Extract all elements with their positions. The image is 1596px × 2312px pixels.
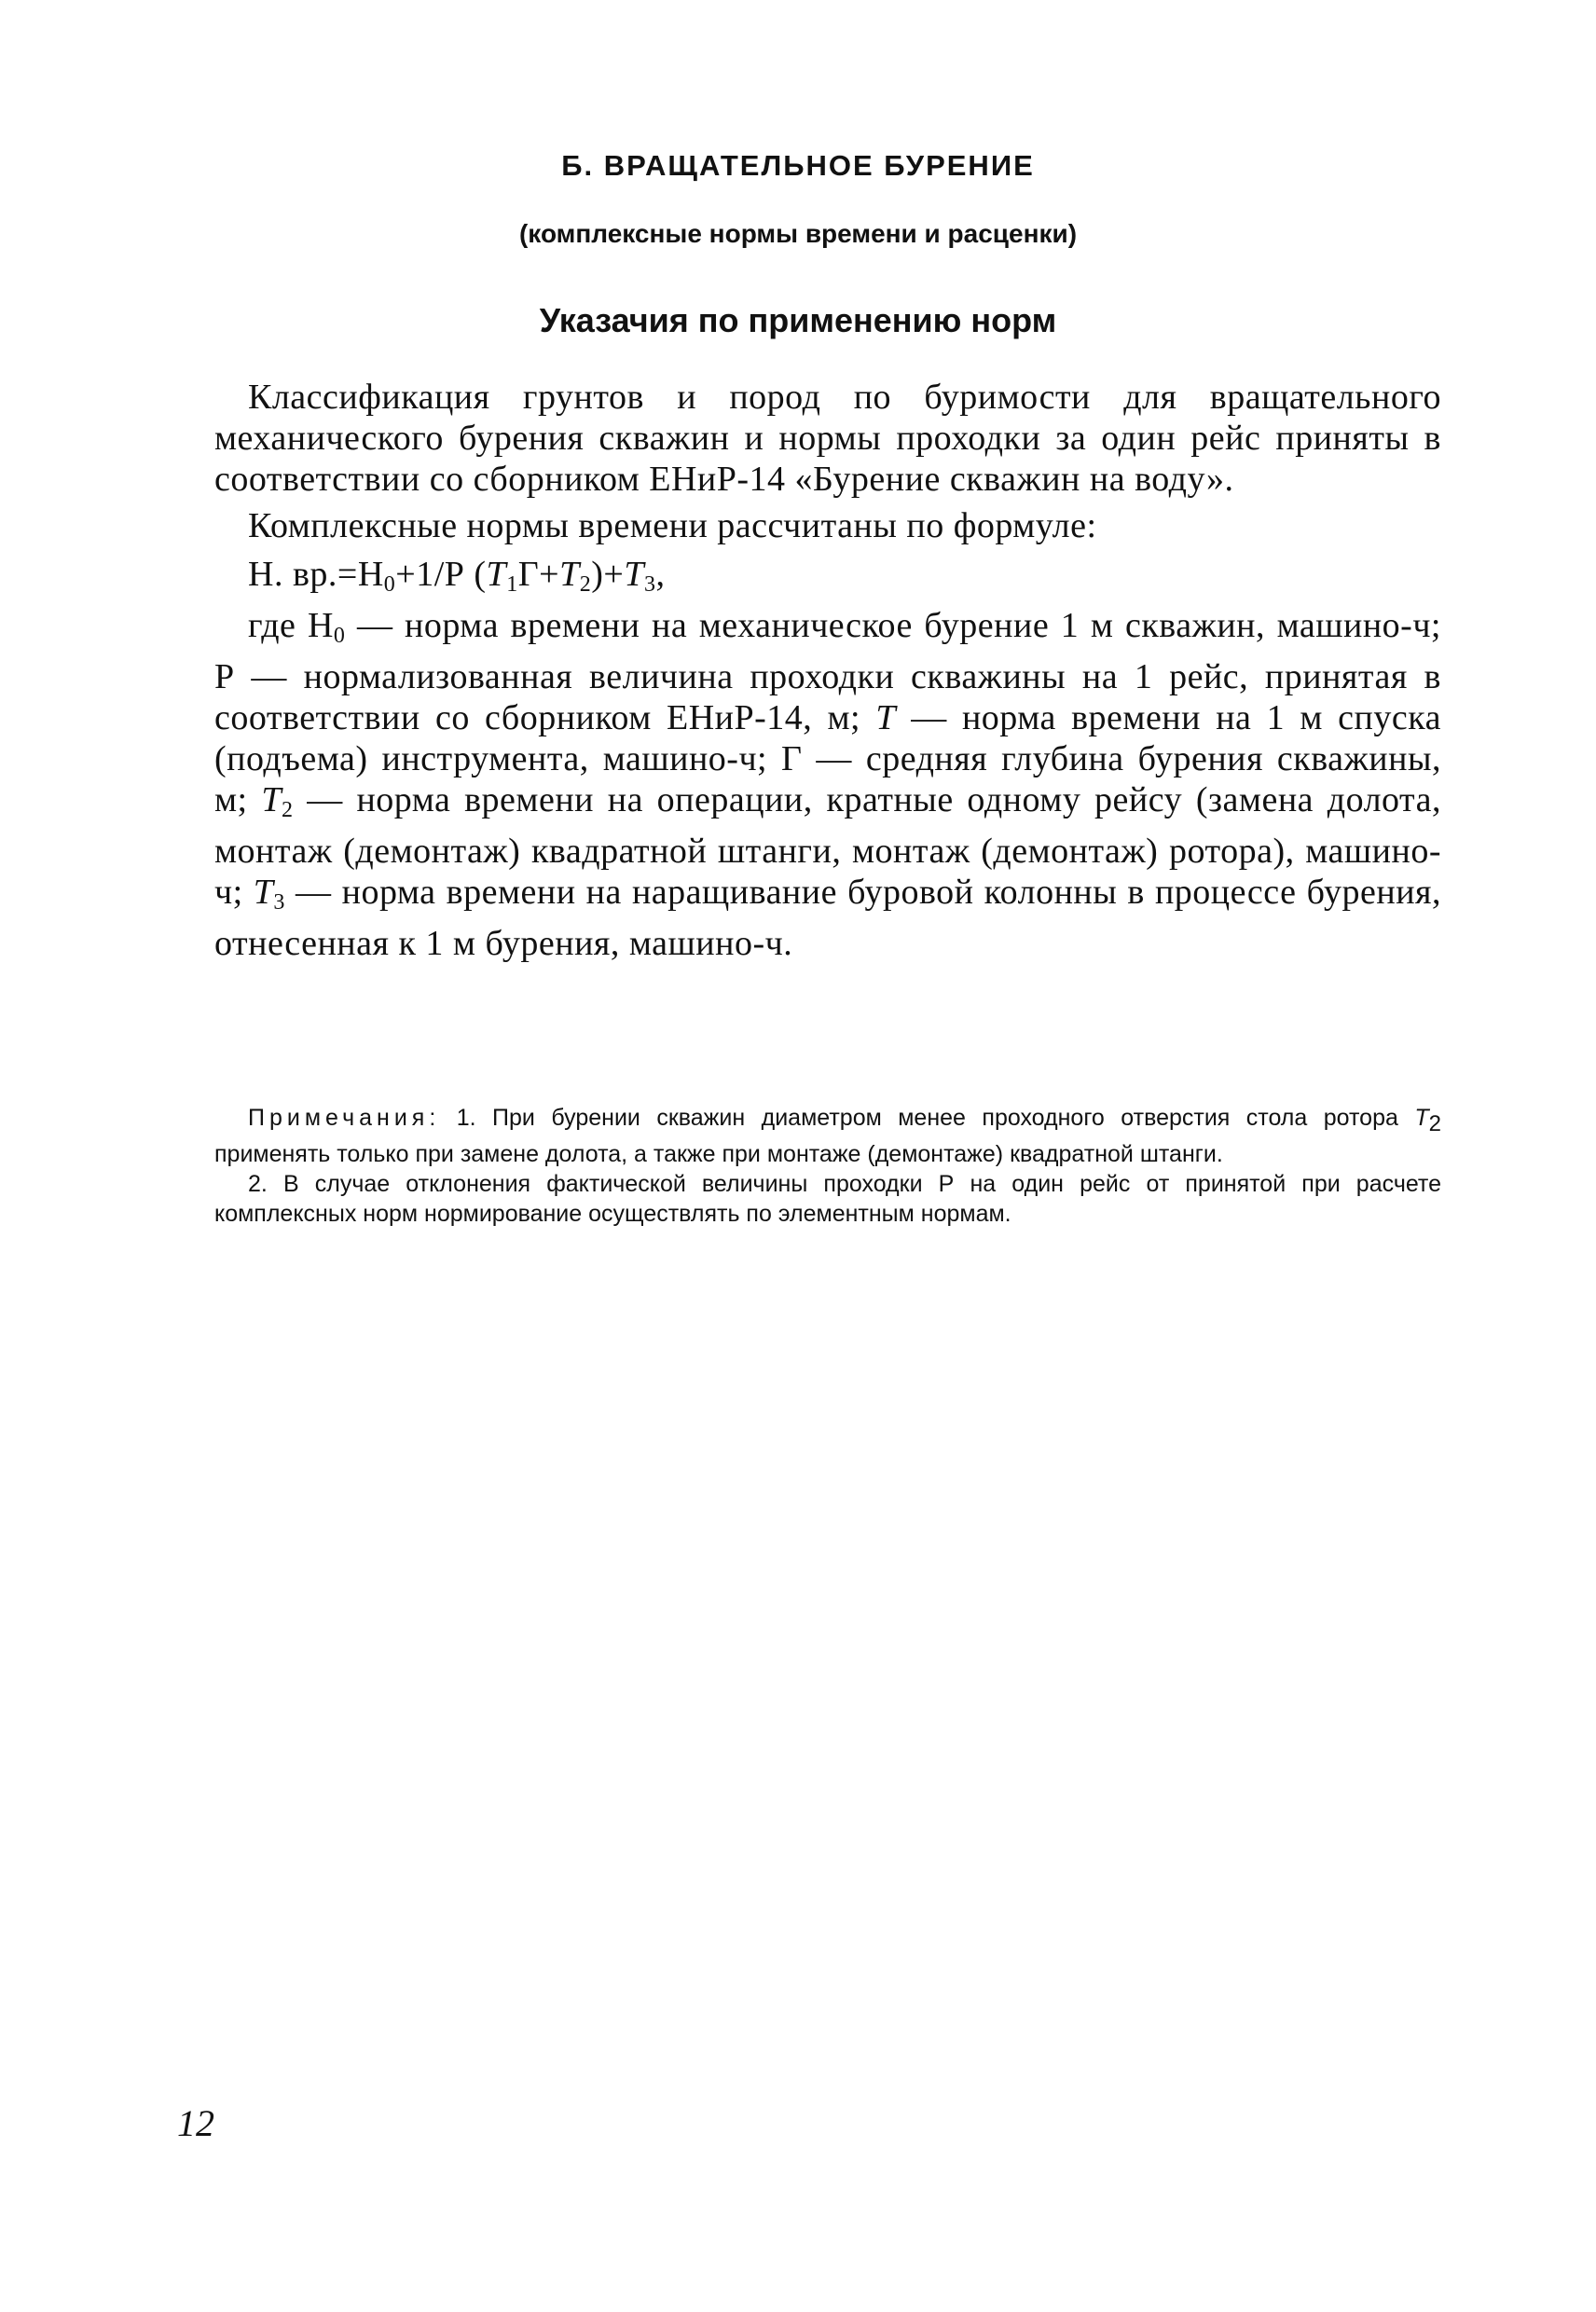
explanation-part-4: — норма времени на операции, кратные одному рейсу (замена долота, монтаж (демонтаж) квадратной штанги, монтаж (демонтаж) ротора), машино-ч; <box>214 780 1441 912</box>
section-subtitle: (комплексные нормы времени и расценки) <box>518 219 1078 248</box>
formula-t2: Т <box>559 555 580 594</box>
note-1-part-a: 1. При бурении скважин диаметром менее проходного отверстия стола ротора <box>440 1105 1415 1131</box>
explanation-part-2: — норма времени на механическое бурение 1 м скважин, машино-ч; Р — нормализованная величина проходки скважины на 1 рейс, принятая в соответствии со сборником ЕНиР-14, м; <box>214 606 1441 737</box>
instructions-heading: Указачия по применению норм <box>539 301 1057 339</box>
note-1 <box>214 1103 1441 1169</box>
note-1-part-b: применять только при замене долота, а также при монтаже (демонтаже) квадратной штанги. <box>214 1141 1223 1167</box>
explanation-t3-subscript: 3 <box>273 890 285 915</box>
paragraph-explanation <box>214 605 1441 964</box>
formula-part-c: )+ <box>591 555 625 594</box>
explanation-t: Т <box>875 698 896 737</box>
paragraph-formula-intro: Комплексные нормы времени рассчитаны по формуле: <box>248 506 1097 545</box>
explanation-part-5: — норма времени на наращивание буровой колонны в процессе бурения, отнесенная к 1 м бурения, машино-ч. <box>214 873 1442 963</box>
formula-part-a: +1/Р ( <box>395 555 487 594</box>
note-2: 2. В случае отклонения фактической величины проходки Р на один рейс от принятой при расчете комплексных норм нормирование осуществлять по элементным нормам. <box>214 1171 1441 1227</box>
explanation-t3: Т <box>253 873 274 912</box>
formula-lhs: Н. вр.=Н <box>248 555 384 594</box>
explanation-part-3: — норма времени на 1 м спуска (подъема) инструмента, машино-ч; Г — средняя глубина бурения скважины, м; <box>214 698 1441 819</box>
explanation-t2: Т <box>261 780 282 819</box>
formula <box>214 554 1441 605</box>
formula-h-subscript: 0 <box>383 572 396 597</box>
notes <box>214 1103 1441 1229</box>
body-text <box>214 377 1441 964</box>
explanation-h-subscript: 0 <box>333 624 346 648</box>
formula-t3: Т <box>624 555 644 594</box>
paragraph-classification: Классификация грунтов и пород по буримости для вращательного механического бурения скважин и нормы проходки за один рейс приняты в соответствии со сборником ЕНиР-14 «Бурение скважин на воду». <box>214 378 1441 499</box>
formula-end: , <box>655 555 666 594</box>
note-1-t-subscript: 2 <box>1428 1111 1441 1136</box>
page-number: 12 <box>177 2102 214 2144</box>
formula-t3-subscript: 3 <box>643 572 656 597</box>
formula-t1-subscript: 1 <box>506 572 518 597</box>
formula-t2-subscript: 2 <box>579 572 592 597</box>
formula-t1: Т <box>486 555 507 594</box>
section-title: Б. ВРАЩАТЕЛЬНОЕ БУРЕНИЕ <box>561 149 1035 182</box>
explanation-t2-subscript: 2 <box>281 798 294 822</box>
formula-part-b: Г+ <box>517 555 560 594</box>
note-1-t: Т <box>1414 1105 1429 1131</box>
explanation-part-1: где Н <box>248 606 334 645</box>
notes-label: Примечания: <box>248 1105 441 1131</box>
